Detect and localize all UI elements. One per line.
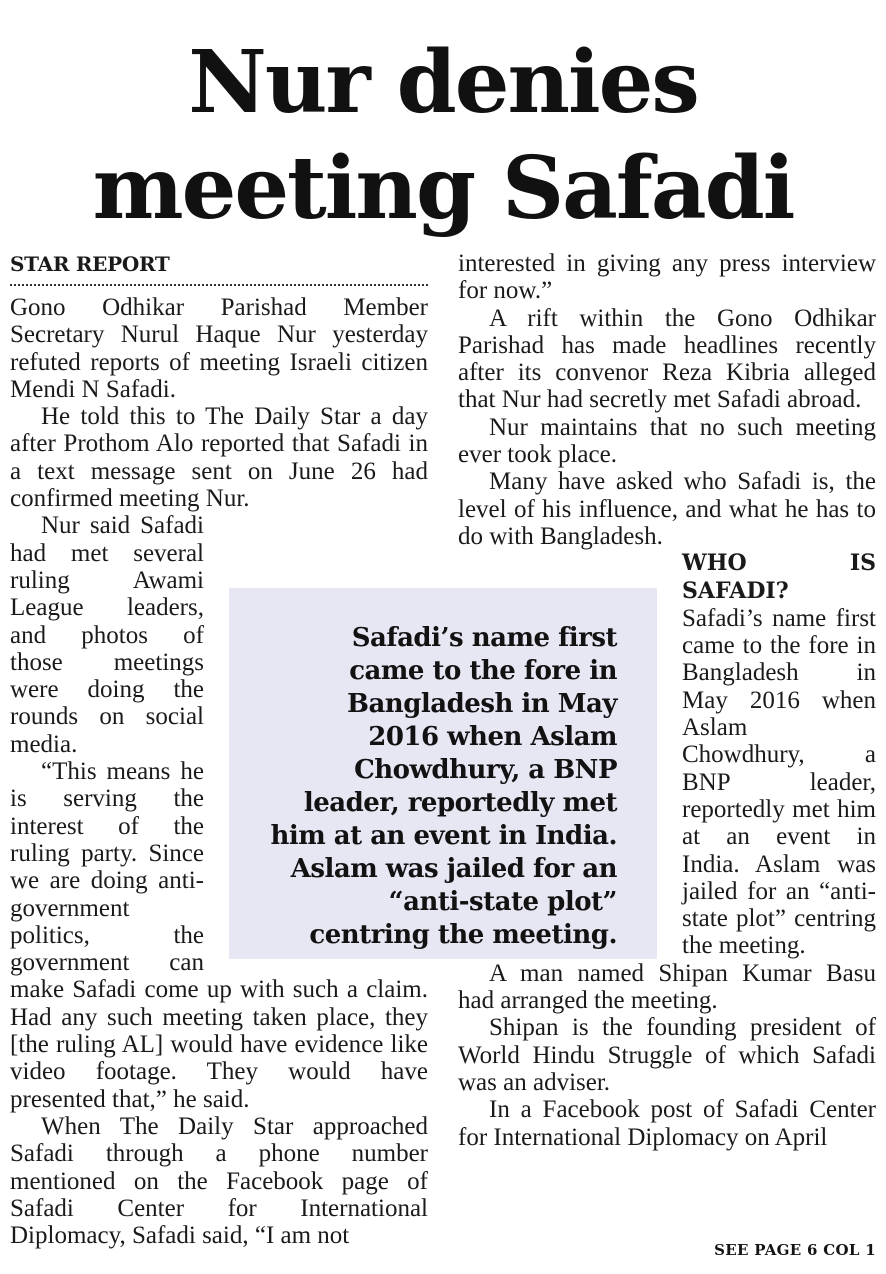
paragraph-6: interested in giving any press interview for now.” <box>458 250 876 305</box>
paragraph-13: In a Facebook post of Safadi Center for International Diplomacy on April <box>458 1096 876 1151</box>
jump-line: SEE PAGE 6 COL 1 <box>714 1241 876 1259</box>
paragraph-10: Safadi’s name first came to the fore in Bangladesh in May 2016 when Aslam Chowdhury, a BNP leader, reportedly met him at an event in India. Aslam was jailed for an “anti-state plot” centring the meeting. <box>682 604 876 960</box>
headline-line-1: Nur denies <box>188 32 698 133</box>
pullquote-text: Safadi’s name first came to the fore in Bangladesh in May 2016 when Aslam Chowdhury, a BNP leader, reportedly met him at an event in India. Aslam was jailed for an “anti-state plot” centring the meeting. <box>270 623 617 950</box>
paragraph-12: Shipan is the founding president of World Hindu Struggle of which Safadi was an adviser. <box>458 1014 876 1096</box>
pullquote-box <box>229 588 657 959</box>
paragraph-3: Nur said Safadi had met several ruling Awami League leaders, and photos of those meetings were doing the rounds on social media. <box>10 512 204 758</box>
paragraph-7: A rift within the Gono Odhikar Parishad has made headlines recently after its convenor Reza Kibria alleged that Nur had secretly met Safadi abroad. <box>458 304 876 414</box>
paragraph-8: Nur maintains that no such meeting ever took place. <box>458 413 876 469</box>
paragraph-2: He told this to The Daily Star a day after Prothom Alo reported that Safadi in a text message sent on June 26 had confirmed meeting Nur. <box>10 403 428 513</box>
paragraph-11: A man named Shipan Kumar Basu had arranged the meeting. <box>458 959 876 1015</box>
paragraph-5: When The Daily Star approached Safadi through a phone number mentioned on the Facebook page of Safadi Center for International Diplomacy, Safadi said, “I am not <box>10 1112 428 1250</box>
subhead: WHO IS SAFADI? <box>682 550 876 604</box>
headline <box>0 30 886 242</box>
paragraph-4: “This means he is serving the interest of the ruling party. Since we are doing anti-government politics, the government can make Safadi come up with such a claim. Had any such meeting taken place, they [the ruling AL] would have evidence like video footage. They would have presented that,” he said. <box>10 758 428 1113</box>
headline-line-2: meeting Safadi <box>92 138 794 239</box>
paragraph-1: Gono Odhikar Parishad Member Secretary Nurul Haque Nur yesterday refuted reports of meeting Israeli citizen Mendi N Safadi. <box>10 294 428 403</box>
byline: STAR REPORT <box>10 250 428 286</box>
paragraph-9: Many have asked who Safadi is, the level of his influence, and what he has to do with Bangladesh. <box>458 468 876 550</box>
